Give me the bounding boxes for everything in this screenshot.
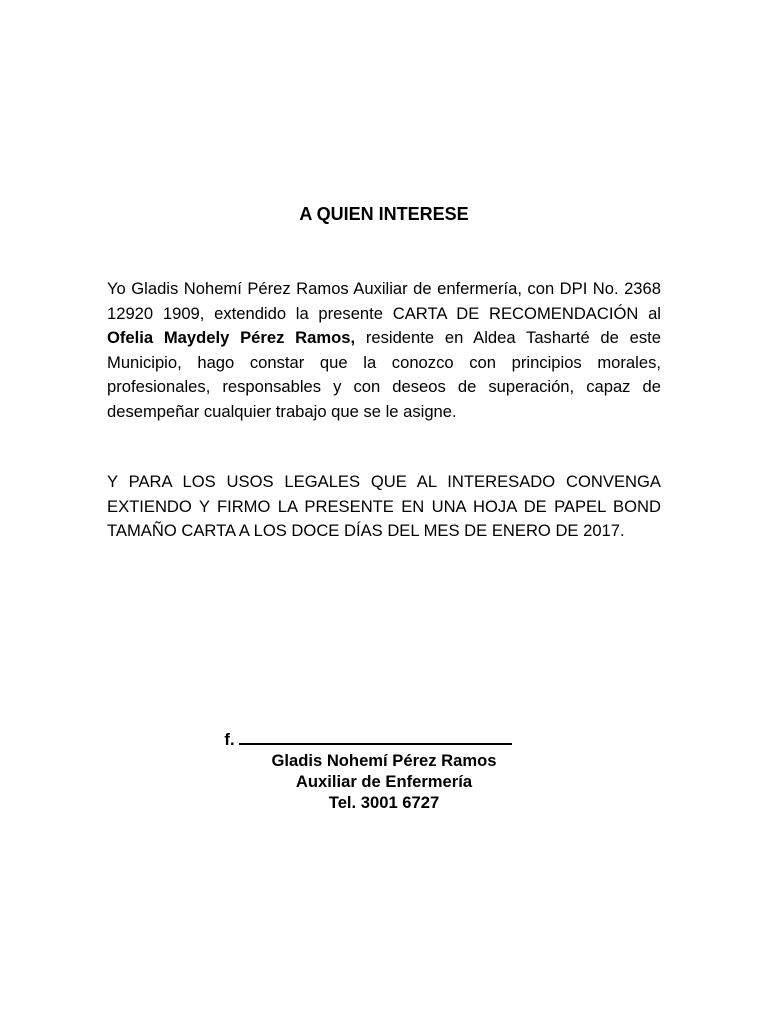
paragraph-closing-text: residente en Aldea Tasharté de este Municipio, hago constar que la conozco con principios morales, profesionales, responsables y con deseos de superación, capaz de desempeñar cualquier trabajo que se le asigne. bbox=[107, 328, 661, 421]
legal-statement-paragraph: Y PARA LOS USOS LEGALES QUE AL INTERESADO CONVENGA EXTIENDO Y FIRMO LA PRESENTE EN UNA HOJA DE PAPEL BOND TAMAÑO CARTA A LOS DOCE DÍAS DEL MES DE ENERO DE 2017. bbox=[107, 472, 661, 541]
signer-phone: Tel. 3001 6727 bbox=[328, 793, 440, 812]
signer-role: Auxiliar de Enfermería bbox=[295, 772, 473, 791]
signature-prefix: f. bbox=[224, 730, 235, 749]
signature-line-row bbox=[0, 729, 768, 750]
paragraph-intro-text: Yo Gladis Nohemí Pérez Ramos Auxiliar de enfermería, con DPI No. 2368 12920 1909, extendido la presente CARTA DE RECOMENDACIÓN al bbox=[107, 279, 661, 323]
signer-name: Gladis Nohemí Pérez Ramos bbox=[271, 751, 497, 770]
document-title: A QUIEN INTERESE bbox=[299, 204, 469, 224]
signature-line bbox=[239, 729, 512, 745]
recommendation-paragraph bbox=[107, 277, 661, 425]
recommended-person-name: Ofelia Maydely Pérez Ramos, bbox=[107, 328, 356, 348]
signature-block bbox=[0, 729, 768, 813]
